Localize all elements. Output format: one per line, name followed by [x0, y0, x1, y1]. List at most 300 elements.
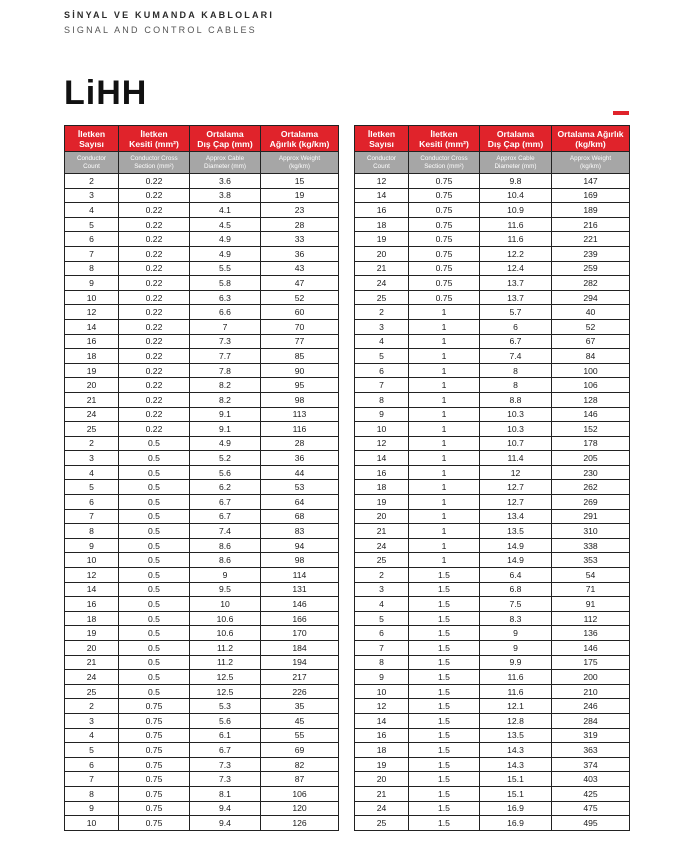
weight-cell: 363: [552, 743, 630, 758]
col-section-header: İletken Kesiti (mm²): [409, 126, 480, 152]
weight-cell: 146: [552, 407, 630, 422]
table-row: [355, 757, 630, 772]
weight-cell: 19: [261, 188, 339, 203]
conductor-count-cell: 5: [355, 349, 409, 364]
table-row: [65, 217, 339, 232]
diameter-cell: 14.3: [480, 743, 552, 758]
table-row: [355, 568, 630, 583]
table-row: [65, 772, 339, 787]
weight-cell: 67: [552, 334, 630, 349]
cross-section-cell: 0.75: [409, 203, 480, 218]
diameter-cell: 6.8: [480, 582, 552, 597]
weight-cell: 128: [552, 392, 630, 407]
col-diameter-subheader: Approx Cable Diameter (mm): [190, 152, 261, 174]
table-row: [355, 451, 630, 466]
table-row: [355, 728, 630, 743]
table-row: [65, 786, 339, 801]
conductor-count-cell: 21: [65, 392, 119, 407]
conductor-count-cell: 18: [355, 743, 409, 758]
weight-cell: 217: [261, 670, 339, 685]
table-row: [65, 305, 339, 320]
weight-cell: 90: [261, 363, 339, 378]
table-row: [65, 655, 339, 670]
weight-cell: 40: [552, 305, 630, 320]
conductor-count-cell: 14: [65, 582, 119, 597]
diameter-cell: 9.8: [480, 174, 552, 189]
weight-cell: 68: [261, 509, 339, 524]
conductor-count-cell: 2: [65, 699, 119, 714]
table-row: [65, 261, 339, 276]
conductor-count-cell: 5: [65, 743, 119, 758]
diameter-cell: 8.2: [190, 378, 261, 393]
diameter-cell: 13.7: [480, 276, 552, 291]
weight-cell: 44: [261, 465, 339, 480]
conductor-count-cell: 7: [355, 378, 409, 393]
table-row: [65, 495, 339, 510]
cable-table-right: [354, 125, 630, 831]
table-row: [65, 728, 339, 743]
conductor-count-cell: 24: [355, 538, 409, 553]
table-row: [65, 174, 339, 189]
cross-section-cell: 0.75: [119, 786, 190, 801]
weight-cell: 100: [552, 363, 630, 378]
weight-cell: 70: [261, 319, 339, 334]
diameter-cell: 13.5: [480, 728, 552, 743]
cross-section-cell: 1.5: [409, 728, 480, 743]
cross-section-cell: 0.5: [119, 524, 190, 539]
conductor-count-cell: 9: [355, 670, 409, 685]
col-count-subheader: Conductor Count: [65, 152, 119, 174]
table-row: [65, 334, 339, 349]
table-row: [65, 641, 339, 656]
cross-section-cell: 1: [409, 451, 480, 466]
diameter-cell: 9.9: [480, 655, 552, 670]
conductor-count-cell: 10: [65, 816, 119, 831]
conductor-count-cell: 20: [65, 378, 119, 393]
cross-section-cell: 1.5: [409, 699, 480, 714]
cross-section-cell: 1.5: [409, 582, 480, 597]
weight-cell: 239: [552, 246, 630, 261]
conductor-count-cell: 21: [355, 261, 409, 276]
conductor-count-cell: 7: [65, 246, 119, 261]
table-row: [355, 319, 630, 334]
diameter-cell: 15.1: [480, 772, 552, 787]
diameter-cell: 8.3: [480, 611, 552, 626]
weight-cell: 246: [552, 699, 630, 714]
diameter-cell: 9: [190, 568, 261, 583]
diameter-cell: 7.7: [190, 349, 261, 364]
conductor-count-cell: 8: [65, 261, 119, 276]
conductor-count-cell: 21: [355, 786, 409, 801]
diameter-cell: 12.4: [480, 261, 552, 276]
table-row: [65, 465, 339, 480]
diameter-cell: 11.2: [190, 655, 261, 670]
weight-cell: 28: [261, 436, 339, 451]
conductor-count-cell: 16: [65, 597, 119, 612]
diameter-cell: 6: [480, 319, 552, 334]
conductor-count-cell: 16: [355, 203, 409, 218]
diameter-cell: 6.7: [480, 334, 552, 349]
cross-section-cell: 1: [409, 319, 480, 334]
weight-cell: 184: [261, 641, 339, 656]
conductor-count-cell: 16: [355, 465, 409, 480]
cross-section-cell: 0.5: [119, 641, 190, 656]
diameter-cell: 9.1: [190, 422, 261, 437]
table-row: [355, 276, 630, 291]
weight-cell: 403: [552, 772, 630, 787]
cross-section-cell: 0.75: [409, 217, 480, 232]
cross-section-cell: 0.75: [119, 743, 190, 758]
cross-section-cell: 0.75: [119, 757, 190, 772]
cross-section-cell: 0.75: [119, 772, 190, 787]
diameter-cell: 8.6: [190, 553, 261, 568]
table-row: [355, 611, 630, 626]
weight-cell: 147: [552, 174, 630, 189]
table-row: [355, 217, 630, 232]
table-row: [355, 684, 630, 699]
conductor-count-cell: 2: [65, 174, 119, 189]
weight-cell: 319: [552, 728, 630, 743]
conductor-count-cell: 7: [65, 509, 119, 524]
cross-section-cell: 0.22: [119, 261, 190, 276]
weight-cell: 98: [261, 392, 339, 407]
cross-section-cell: 0.22: [119, 378, 190, 393]
weight-cell: 64: [261, 495, 339, 510]
cross-section-cell: 0.75: [119, 699, 190, 714]
conductor-count-cell: 14: [65, 319, 119, 334]
cross-section-cell: 0.5: [119, 582, 190, 597]
cross-section-cell: 0.75: [409, 290, 480, 305]
weight-cell: 82: [261, 757, 339, 772]
table-row: [355, 786, 630, 801]
cross-section-cell: 0.75: [119, 728, 190, 743]
cross-section-cell: 0.5: [119, 670, 190, 685]
cross-section-cell: 1: [409, 524, 480, 539]
table-row: [355, 538, 630, 553]
diameter-cell: 5.6: [190, 713, 261, 728]
diameter-cell: 10.6: [190, 626, 261, 641]
conductor-count-cell: 18: [355, 217, 409, 232]
conductor-count-cell: 2: [65, 436, 119, 451]
weight-cell: 210: [552, 684, 630, 699]
diameter-cell: 11.6: [480, 217, 552, 232]
header-row-en: [355, 152, 630, 174]
table-row: [355, 422, 630, 437]
diameter-cell: 12.7: [480, 480, 552, 495]
weight-cell: 120: [261, 801, 339, 816]
col-diameter-header: Ortalama Dış Çap (mm): [480, 126, 552, 152]
table-row: [355, 407, 630, 422]
conductor-count-cell: 10: [65, 290, 119, 305]
table-row: [65, 757, 339, 772]
cross-section-cell: 0.5: [119, 538, 190, 553]
diameter-cell: 7.5: [480, 597, 552, 612]
diameter-cell: 7.3: [190, 772, 261, 787]
weight-cell: 69: [261, 743, 339, 758]
diameter-cell: 7.4: [480, 349, 552, 364]
conductor-count-cell: 4: [355, 334, 409, 349]
conductor-count-cell: 12: [65, 568, 119, 583]
diameter-cell: 5.5: [190, 261, 261, 276]
diameter-cell: 7: [190, 319, 261, 334]
weight-cell: 169: [552, 188, 630, 203]
col-diameter-subheader: Approx Cable Diameter (mm): [480, 152, 552, 174]
diameter-cell: 11.4: [480, 451, 552, 466]
weight-cell: 77: [261, 334, 339, 349]
table-row: [65, 509, 339, 524]
diameter-cell: 14.9: [480, 538, 552, 553]
cross-section-cell: 1.5: [409, 772, 480, 787]
table-row: [355, 436, 630, 451]
weight-cell: 200: [552, 670, 630, 685]
cable-table-left: [64, 125, 339, 831]
table-row: [355, 699, 630, 714]
diameter-cell: 16.9: [480, 801, 552, 816]
cross-section-cell: 1: [409, 422, 480, 437]
weight-cell: 45: [261, 713, 339, 728]
table-row: [355, 378, 630, 393]
weight-cell: 338: [552, 538, 630, 553]
weight-cell: 98: [261, 553, 339, 568]
table-row: [355, 524, 630, 539]
table-row: [355, 670, 630, 685]
cross-section-cell: 1: [409, 495, 480, 510]
table-row: [355, 743, 630, 758]
table-row: [355, 553, 630, 568]
table-row: [65, 188, 339, 203]
weight-cell: 114: [261, 568, 339, 583]
weight-cell: 282: [552, 276, 630, 291]
table-row: [355, 392, 630, 407]
diameter-cell: 3.6: [190, 174, 261, 189]
weight-cell: 146: [552, 641, 630, 656]
weight-cell: 47: [261, 276, 339, 291]
table-row: [355, 597, 630, 612]
conductor-count-cell: 8: [65, 786, 119, 801]
cross-section-cell: 0.22: [119, 276, 190, 291]
weight-cell: 146: [261, 597, 339, 612]
diameter-cell: 7.3: [190, 757, 261, 772]
table-row: [65, 290, 339, 305]
weight-cell: 53: [261, 480, 339, 495]
conductor-count-cell: 25: [65, 422, 119, 437]
diameter-cell: 12.2: [480, 246, 552, 261]
table-row: [65, 568, 339, 583]
conductor-count-cell: 2: [355, 305, 409, 320]
product-title: LiHH: [64, 74, 148, 112]
cross-section-cell: 1.5: [409, 743, 480, 758]
diameter-cell: 12.8: [480, 713, 552, 728]
diameter-cell: 9.4: [190, 801, 261, 816]
weight-cell: 189: [552, 203, 630, 218]
weight-cell: 84: [552, 349, 630, 364]
cross-section-cell: 0.22: [119, 203, 190, 218]
cross-section-cell: 0.5: [119, 684, 190, 699]
weight-cell: 23: [261, 203, 339, 218]
diameter-cell: 4.9: [190, 436, 261, 451]
diameter-cell: 6.4: [480, 568, 552, 583]
cross-section-cell: 0.22: [119, 319, 190, 334]
diameter-cell: 6.7: [190, 509, 261, 524]
table-row: [355, 655, 630, 670]
diameter-cell: 10.3: [480, 407, 552, 422]
table-row: [355, 641, 630, 656]
col-count-subheader: Conductor Count: [355, 152, 409, 174]
diameter-cell: 8: [480, 378, 552, 393]
col-diameter-header: Ortalama Dış Çap (mm): [190, 126, 261, 152]
diameter-cell: 16.9: [480, 816, 552, 831]
diameter-cell: 9: [480, 641, 552, 656]
weight-cell: 262: [552, 480, 630, 495]
conductor-count-cell: 19: [65, 363, 119, 378]
weight-cell: 284: [552, 713, 630, 728]
cross-section-cell: 0.5: [119, 480, 190, 495]
cross-section-cell: 1.5: [409, 626, 480, 641]
col-weight-header: Ortalama Ağırlık (kg/km): [261, 126, 339, 152]
conductor-count-cell: 4: [65, 728, 119, 743]
weight-cell: 87: [261, 772, 339, 787]
weight-cell: 116: [261, 422, 339, 437]
diameter-cell: 10.6: [190, 611, 261, 626]
diameter-cell: 8: [480, 363, 552, 378]
diameter-cell: 3.8: [190, 188, 261, 203]
cross-section-cell: 1: [409, 392, 480, 407]
diameter-cell: 4.9: [190, 246, 261, 261]
diameter-cell: 6.6: [190, 305, 261, 320]
cross-section-cell: 0.5: [119, 495, 190, 510]
diameter-cell: 6.1: [190, 728, 261, 743]
diameter-cell: 12.5: [190, 684, 261, 699]
cross-section-cell: 1: [409, 378, 480, 393]
conductor-count-cell: 4: [65, 465, 119, 480]
weight-cell: 112: [552, 611, 630, 626]
cross-section-cell: 0.5: [119, 451, 190, 466]
conductor-count-cell: 12: [355, 699, 409, 714]
table-row: [65, 611, 339, 626]
weight-cell: 36: [261, 246, 339, 261]
diameter-cell: 8.8: [480, 392, 552, 407]
conductor-count-cell: 24: [65, 670, 119, 685]
conductor-count-cell: 18: [65, 611, 119, 626]
table-row: [355, 261, 630, 276]
diameter-cell: 6.7: [190, 495, 261, 510]
header-row-en: [65, 152, 339, 174]
diameter-cell: 10.3: [480, 422, 552, 437]
conductor-count-cell: 25: [355, 290, 409, 305]
table-row: [355, 349, 630, 364]
cross-section-cell: 1: [409, 349, 480, 364]
diameter-cell: 11.2: [190, 641, 261, 656]
table-row: [355, 363, 630, 378]
cross-section-cell: 0.22: [119, 349, 190, 364]
weight-cell: 94: [261, 538, 339, 553]
category-title-tr: SİNYAL VE KUMANDA KABLOLARI: [64, 10, 275, 20]
table-row: [355, 188, 630, 203]
diameter-cell: 14.9: [480, 553, 552, 568]
conductor-count-cell: 14: [355, 713, 409, 728]
weight-cell: 353: [552, 553, 630, 568]
weight-cell: 475: [552, 801, 630, 816]
cross-section-cell: 1.5: [409, 684, 480, 699]
weight-cell: 269: [552, 495, 630, 510]
conductor-count-cell: 16: [65, 334, 119, 349]
category-title-en: SIGNAL AND CONTROL CABLES: [64, 25, 257, 35]
weight-cell: 106: [552, 378, 630, 393]
diameter-cell: 5.7: [480, 305, 552, 320]
conductor-count-cell: 6: [65, 495, 119, 510]
table-row: [355, 232, 630, 247]
cross-section-cell: 1.5: [409, 816, 480, 831]
cross-section-cell: 1.5: [409, 757, 480, 772]
cross-section-cell: 1: [409, 465, 480, 480]
diameter-cell: 4.1: [190, 203, 261, 218]
conductor-count-cell: 24: [65, 407, 119, 422]
conductor-count-cell: 7: [355, 641, 409, 656]
diameter-cell: 5.8: [190, 276, 261, 291]
conductor-count-cell: 9: [65, 801, 119, 816]
weight-cell: 55: [261, 728, 339, 743]
diameter-cell: 9.4: [190, 816, 261, 831]
conductor-count-cell: 6: [355, 363, 409, 378]
table-row: [65, 713, 339, 728]
table-row: [355, 582, 630, 597]
table-row: [355, 480, 630, 495]
cross-section-cell: 0.5: [119, 626, 190, 641]
weight-cell: 495: [552, 816, 630, 831]
weight-cell: 83: [261, 524, 339, 539]
diameter-cell: 12.7: [480, 495, 552, 510]
cross-section-cell: 1.5: [409, 670, 480, 685]
col-count-header: İletken Sayısı: [355, 126, 409, 152]
table-row: [355, 816, 630, 831]
table-row: [355, 801, 630, 816]
conductor-count-cell: 24: [355, 276, 409, 291]
conductor-count-cell: 25: [355, 816, 409, 831]
weight-cell: 291: [552, 509, 630, 524]
cross-section-cell: 0.22: [119, 174, 190, 189]
diameter-cell: 5.3: [190, 699, 261, 714]
cross-section-cell: 0.5: [119, 465, 190, 480]
table-row: [65, 203, 339, 218]
diameter-cell: 9: [480, 626, 552, 641]
table-row: [65, 378, 339, 393]
weight-cell: 175: [552, 655, 630, 670]
weight-cell: 194: [261, 655, 339, 670]
col-weight-header: Ortalama Ağırlık (kg/km): [552, 126, 630, 152]
table-row: [65, 349, 339, 364]
weight-cell: 205: [552, 451, 630, 466]
cross-section-cell: 1.5: [409, 641, 480, 656]
weight-cell: 425: [552, 786, 630, 801]
conductor-count-cell: 19: [355, 232, 409, 247]
cross-section-cell: 0.22: [119, 232, 190, 247]
cross-section-cell: 0.22: [119, 188, 190, 203]
table-row: [355, 509, 630, 524]
diameter-cell: 11.6: [480, 684, 552, 699]
table-row: [355, 305, 630, 320]
cross-section-cell: 0.75: [119, 801, 190, 816]
diameter-cell: 14.3: [480, 757, 552, 772]
table-row: [65, 276, 339, 291]
weight-cell: 28: [261, 217, 339, 232]
weight-cell: 178: [552, 436, 630, 451]
cross-section-cell: 0.22: [119, 290, 190, 305]
cross-section-cell: 0.5: [119, 597, 190, 612]
weight-cell: 60: [261, 305, 339, 320]
table-row: [65, 319, 339, 334]
weight-cell: 52: [261, 290, 339, 305]
weight-cell: 54: [552, 568, 630, 583]
